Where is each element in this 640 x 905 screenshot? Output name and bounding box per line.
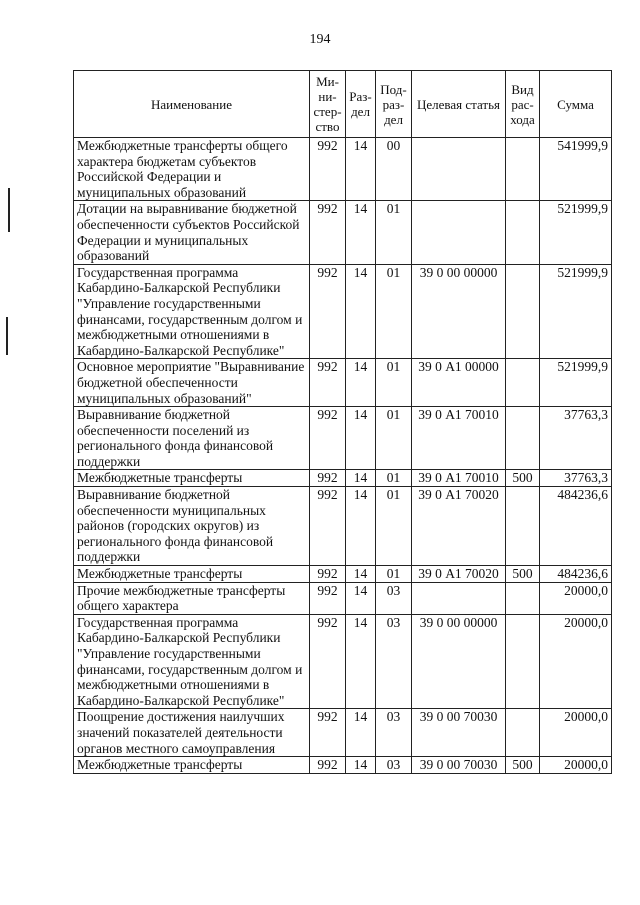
cell-section: 14 xyxy=(346,138,376,201)
cell-name: Государственная программа Кабардино-Балкарской Республики "Управление государственными финансами, государственным долгом и межбюджетными отношениями в Кабардино-Балкарской Республике" xyxy=(74,264,310,359)
cell-sum: 20000,0 xyxy=(540,757,612,774)
cell-target xyxy=(412,582,506,614)
cell-subsection: 01 xyxy=(376,407,412,470)
cell-name: Выравнивание бюджетной обеспеченности муниципальных районов (городских округов) из регионального фонда финансовой поддержки xyxy=(74,487,310,566)
cell-target: 39 0 А1 70020 xyxy=(412,566,506,583)
cell-sum: 37763,3 xyxy=(540,470,612,487)
scan-mark xyxy=(6,317,8,355)
cell-subsection: 01 xyxy=(376,264,412,359)
cell-subsection: 01 xyxy=(376,487,412,566)
cell-sum: 37763,3 xyxy=(540,407,612,470)
cell-sum: 20000,0 xyxy=(540,582,612,614)
cell-section: 14 xyxy=(346,614,376,709)
cell-name: Дотации на выравнивание бюджетной обеспеченности субъектов Российской Федерации и муниципальных образований xyxy=(74,201,310,264)
cell-expense-type xyxy=(506,614,540,709)
cell-expense-type: 500 xyxy=(506,566,540,583)
cell-name: Основное мероприятие "Выравнивание бюджетной обеспеченности муниципальных образований" xyxy=(74,359,310,407)
cell-sum: 521999,9 xyxy=(540,264,612,359)
cell-ministry: 992 xyxy=(310,614,346,709)
cell-section: 14 xyxy=(346,201,376,264)
cell-target: 39 0 00 70030 xyxy=(412,709,506,757)
cell-expense-type xyxy=(506,487,540,566)
cell-sum: 521999,9 xyxy=(540,359,612,407)
table-header-row xyxy=(74,71,612,138)
cell-expense-type: 500 xyxy=(506,757,540,774)
cell-ministry: 992 xyxy=(310,757,346,774)
cell-sum: 20000,0 xyxy=(540,709,612,757)
cell-target: 39 0 А1 70020 xyxy=(412,487,506,566)
cell-expense-type xyxy=(506,582,540,614)
table-row xyxy=(74,566,612,583)
table-row xyxy=(74,201,612,264)
cell-ministry: 992 xyxy=(310,359,346,407)
cell-section: 14 xyxy=(346,582,376,614)
cell-expense-type xyxy=(506,359,540,407)
cell-subsection: 01 xyxy=(376,201,412,264)
header-target: Целевая статья xyxy=(412,71,506,138)
cell-target xyxy=(412,138,506,201)
cell-expense-type: 500 xyxy=(506,470,540,487)
cell-name: Межбюджетные трансферты общего характера бюджетам субъектов Российской Федерации и муниципальных образований xyxy=(74,138,310,201)
cell-target: 39 0 А1 00000 xyxy=(412,359,506,407)
cell-target xyxy=(412,201,506,264)
cell-subsection: 03 xyxy=(376,614,412,709)
cell-sum: 541999,9 xyxy=(540,138,612,201)
cell-subsection: 00 xyxy=(376,138,412,201)
cell-section: 14 xyxy=(346,470,376,487)
cell-target: 39 0 00 00000 xyxy=(412,264,506,359)
cell-ministry: 992 xyxy=(310,264,346,359)
cell-subsection: 01 xyxy=(376,470,412,487)
page-number: 194 xyxy=(309,32,331,47)
cell-target: 39 0 00 00000 xyxy=(412,614,506,709)
table-row xyxy=(74,359,612,407)
cell-name: Поощрение достижения наилучших значений показателей деятельности органов местного самоуправления xyxy=(74,709,310,757)
table-row xyxy=(74,407,612,470)
cell-sum: 484236,6 xyxy=(540,566,612,583)
cell-section: 14 xyxy=(346,407,376,470)
budget-table xyxy=(73,70,612,774)
cell-expense-type xyxy=(506,138,540,201)
cell-name: Межбюджетные трансферты xyxy=(74,566,310,583)
table-row xyxy=(74,487,612,566)
cell-name: Прочие межбюджетные трансферты общего характера xyxy=(74,582,310,614)
cell-ministry: 992 xyxy=(310,138,346,201)
table-row xyxy=(74,582,612,614)
cell-subsection: 03 xyxy=(376,709,412,757)
table-row xyxy=(74,264,612,359)
cell-target: 39 0 А1 70010 xyxy=(412,407,506,470)
cell-expense-type xyxy=(506,709,540,757)
cell-section: 14 xyxy=(346,487,376,566)
table-row xyxy=(74,138,612,201)
cell-ministry: 992 xyxy=(310,566,346,583)
cell-expense-type xyxy=(506,407,540,470)
table-row xyxy=(74,709,612,757)
cell-ministry: 992 xyxy=(310,407,346,470)
cell-expense-type xyxy=(506,264,540,359)
scan-mark xyxy=(8,188,10,232)
cell-name: Межбюджетные трансферты xyxy=(74,470,310,487)
cell-target: 39 0 А1 70010 xyxy=(412,470,506,487)
cell-section: 14 xyxy=(346,709,376,757)
cell-sum: 20000,0 xyxy=(540,614,612,709)
cell-name: Государственная программа Кабардино-Балкарской Республики "Управление государственными финансами, государственным долгом и межбюджетными отношениями в Кабардино-Балкарской Республике" xyxy=(74,614,310,709)
header-subsection: Под-раз-дел xyxy=(376,71,412,138)
cell-target: 39 0 00 70030 xyxy=(412,757,506,774)
cell-expense-type xyxy=(506,201,540,264)
header-section: Раз-дел xyxy=(346,71,376,138)
cell-section: 14 xyxy=(346,359,376,407)
cell-ministry: 992 xyxy=(310,582,346,614)
cell-ministry: 992 xyxy=(310,201,346,264)
header-name: Наименование xyxy=(74,71,310,138)
cell-section: 14 xyxy=(346,566,376,583)
cell-subsection: 03 xyxy=(376,757,412,774)
cell-subsection: 01 xyxy=(376,359,412,407)
header-expense-type: Вид рас-хода xyxy=(506,71,540,138)
table-row xyxy=(74,757,612,774)
cell-subsection: 03 xyxy=(376,582,412,614)
cell-ministry: 992 xyxy=(310,709,346,757)
cell-name: Межбюджетные трансферты xyxy=(74,757,310,774)
table-row xyxy=(74,470,612,487)
table-row xyxy=(74,614,612,709)
cell-sum: 484236,6 xyxy=(540,487,612,566)
cell-sum: 521999,9 xyxy=(540,201,612,264)
cell-ministry: 992 xyxy=(310,470,346,487)
cell-ministry: 992 xyxy=(310,487,346,566)
cell-section: 14 xyxy=(346,264,376,359)
cell-name: Выравнивание бюджетной обеспеченности поселений из регионального фонда финансовой поддержки xyxy=(74,407,310,470)
header-sum: Сумма xyxy=(540,71,612,138)
header-ministry: Ми-ни-стер-ство xyxy=(310,71,346,138)
cell-section: 14 xyxy=(346,757,376,774)
cell-subsection: 01 xyxy=(376,566,412,583)
